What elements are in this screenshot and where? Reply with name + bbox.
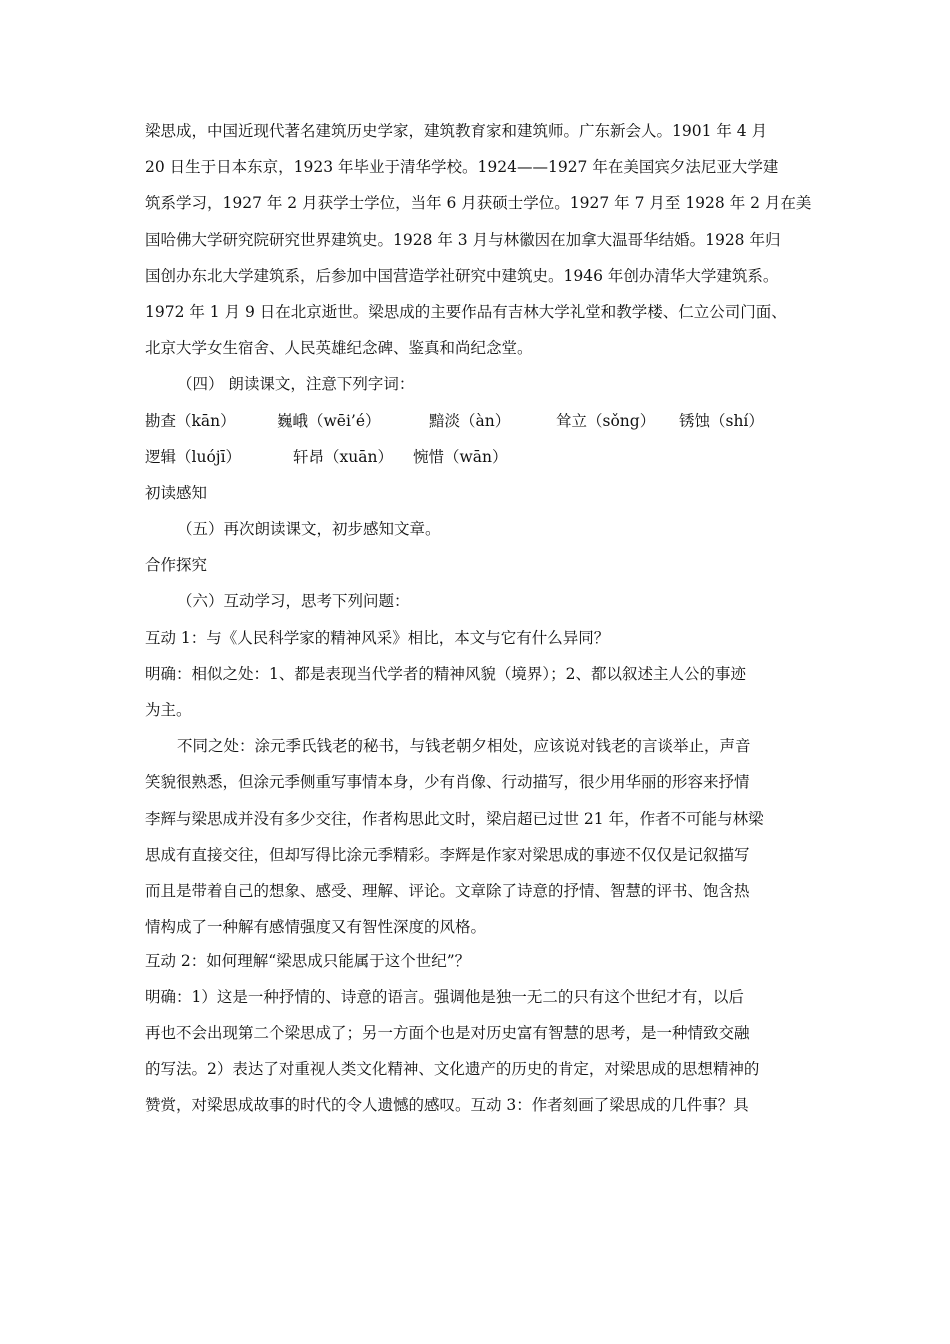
text-line: 国哈佛大学研究院研究世界建筑史。1928 年 3 月与林徽因在加拿大温哥华结婚。1928 年归 (145, 230, 781, 249)
text-line: 的写法。2）表达了对重视人类文化精神、文化遗产的历史的肯定，对梁思成的思想精神的 (145, 1060, 760, 1079)
text-line: 筑系学习，1927 年 2 月获学士学位，当年 6 月获硕士学位。1927 年 7 月至 1928 年 2 月在美 (145, 194, 812, 213)
text-line: 20 日生于日本东京，1923 年毕业于清华学校。1924——1927 年在美国宾夕法尼亚大学建 (145, 158, 779, 177)
text-line: 思成有直接交往，但却写得比涂元季精彩。李辉是作家对梁思成的事迹不仅仅是记叙描写 (145, 845, 750, 864)
vocab-row-2 (145, 439, 815, 475)
text-line: 北京大学女生宿舍、人民英雄纪念碑、鉴真和尚纪念堂。 (145, 339, 533, 358)
answer-2-paragraph (145, 979, 815, 1124)
vocab-item: 耸立（sǒng） (556, 411, 656, 430)
text-line: 再也不会出现第二个梁思成了；另一方面个也是对历史富有智慧的思考，是一种情致交融 (145, 1024, 750, 1042)
difference-paragraph (145, 728, 815, 945)
text-line: 赞赏，对梁思成故事的时代的令人遗憾的感叹。互动 3：作者刻画了梁思成的几件事？具 (145, 1096, 749, 1115)
text-line: 1972 年 1 月 9 日在北京逝世。梁思成的主要作品有吉林大学礼堂和教学楼、仁立公司门面、 (145, 302, 787, 321)
answer-1-line: 为主。 (145, 701, 192, 719)
text-line: 不同之处：涂元季氏钱老的秘书，与钱老朝夕相处，应该说对钱老的言谈举止，声音 (177, 737, 751, 756)
vocab-item: 轩昂（xuān） (293, 447, 393, 466)
question-1: 互动 1：与《人民科学家的精神风采》相比，本文与它有什么异同？ (145, 628, 610, 647)
vocab-item: 勘查（kān） (145, 411, 236, 430)
vocab-item: 锈蚀（shí） (679, 411, 764, 430)
text-line: 而且是带着自己的想象、感受、理解、评论。文章除了诗意的抒情、智慧的评书、饱含热 (145, 881, 750, 900)
answer-1-line: 明确：相似之处：1、都是表现当代学者的精神风貌（境界）；2、都以叙述主人公的事迹 (145, 664, 746, 683)
document-body (145, 113, 815, 1124)
text-line: 明确：1）这是一种抒情的、诗意的语言。强调他是独一无二的只有这个世纪才有，以后 (145, 987, 744, 1006)
vocab-item: 巍峨（wēi’é） (277, 411, 381, 430)
text-line: 情构成了一种解有感情强度又有智性深度的风格。 (145, 918, 487, 937)
text-line: 笑貌很熟悉，但涂元季侧重写事情本身，少有肖像、行动描写，很少用华丽的形容来抒情 (145, 773, 750, 792)
reading-heading: （四） 朗读课文，注意下列字词： (177, 375, 415, 394)
vocab-row-1 (145, 403, 815, 439)
text-line: 国创办东北大学建筑系，后参加中国营造学社研究中建筑史。1946 年创办清华大学建筑系。 (145, 266, 779, 285)
step-6: （六）互动学习，思考下列问题： (177, 592, 410, 611)
step-5: （五）再次朗读课文，初步感知文章。 (177, 520, 441, 539)
bio-paragraph (145, 113, 815, 366)
section-heading-cooperative: 合作探究 (145, 556, 208, 575)
text-line: 梁思成，中国近现代著名建筑历史学家，建筑教育家和建筑师。广东新会人。1901 年 4 月 (145, 122, 768, 140)
vocab-item: 惋惜（wān） (413, 447, 508, 466)
vocab-item: 黯淡（àn） (429, 411, 511, 430)
text-line: 李辉与梁思成并没有多少交往，作者构思此文时，梁启超已过世 21 年，作者不可能与林梁 (145, 809, 764, 828)
vocab-item: 逻辑（luójī） (145, 447, 242, 466)
section-heading-first-reading: 初读感知 (145, 483, 208, 502)
question-2: 互动 2：如何理解“梁思成只能属于这个世纪”？ (145, 952, 471, 971)
